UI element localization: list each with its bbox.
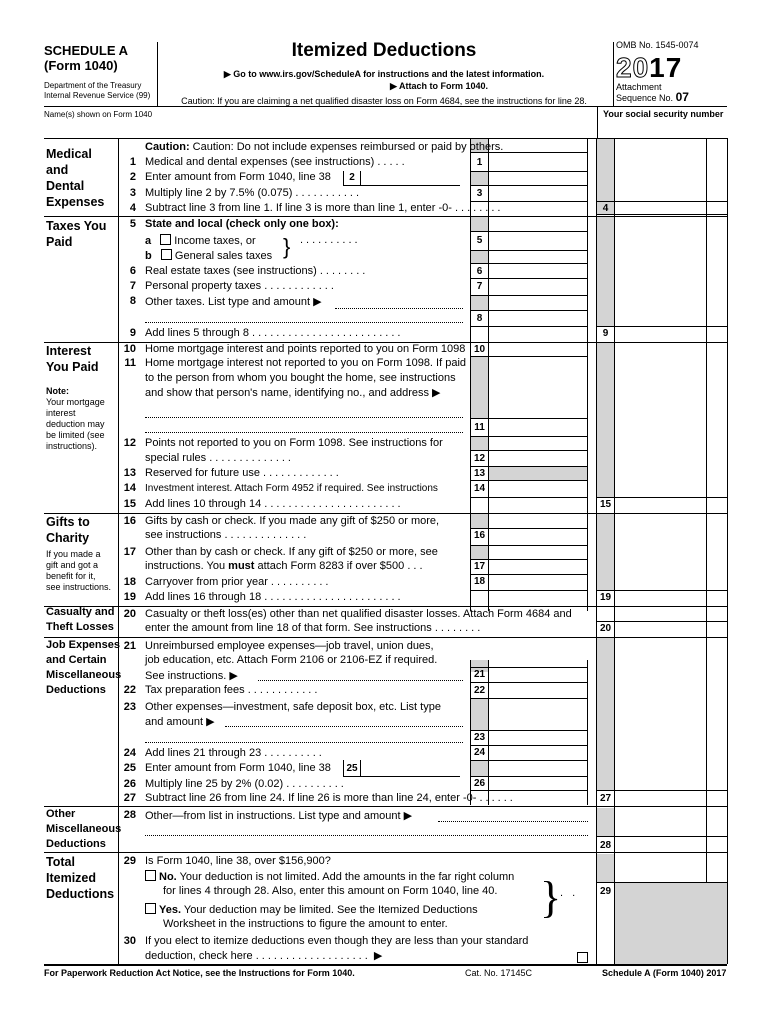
sequence-label: Sequence No. 07 [616, 90, 689, 104]
line-29-no: No. Your deduction is not limited. Add the amounts in the far right column [145, 870, 514, 883]
department: Department of the Treasury Internal Revenue Service (99) [44, 81, 151, 100]
line-11-label-c: and show that person's name, identifying no., and address ▶ [145, 387, 441, 399]
brace-icon: } [283, 234, 291, 259]
line-21-label-c: See instructions. ▶ [145, 670, 238, 682]
title-block [158, 40, 610, 107]
catalog-number: Cat. No. 17145C [465, 968, 533, 978]
income-taxes-checkbox[interactable] [160, 234, 171, 245]
yes-checkbox[interactable] [145, 903, 156, 914]
line-20-input[interactable] [615, 622, 727, 637]
line-22-input[interactable] [489, 683, 587, 698]
line-10-label: Home mortgage interest and points reported to you on Form 1098 [145, 343, 466, 355]
standard-deduction-checkbox[interactable] [577, 952, 588, 963]
brace-icon-2: } [540, 873, 562, 922]
footer-notice: For Paperwork Reduction Act Notice, see the Instructions for Form 1040. [44, 968, 355, 978]
no-checkbox[interactable] [145, 870, 156, 881]
line-24-input[interactable] [489, 746, 587, 760]
line-27-input[interactable] [615, 791, 727, 806]
interest-note: Note: Your mortgage interest deduction may be limited (see instructions). [46, 386, 105, 451]
omb-number: OMB No. 1545-0074 [616, 40, 699, 50]
line-15-label: Add lines 10 through 14 ....................... [145, 498, 404, 510]
page-title: Itemized Deductions [291, 40, 477, 61]
line-12-label-b: special rules .............. [145, 452, 294, 464]
line-3-label: Multiply line 2 by 7.5% (0.075) ........... [145, 187, 363, 199]
schedule-label: SCHEDULE A [44, 43, 129, 58]
line-12-label-a: Points not reported to you on Form 1098. See instructions for [145, 437, 443, 449]
line-29-label: Is Form 1040, line 38, over $156,900? [145, 855, 331, 867]
line-5b: b General sales taxes [145, 250, 273, 262]
line-24-label: Add lines 21 through 23 .......... [145, 747, 325, 759]
section-casualty: Casualty and Theft Losses [46, 606, 115, 633]
line-25-label: Enter amount from Form 1040, line 38 [145, 762, 331, 774]
line-21-label-b: job education, etc. Attach Form 2106 or 2106-EZ if required. [145, 654, 438, 666]
line-17-input[interactable] [489, 560, 587, 574]
line-23-label-b: and amount ▶ [145, 716, 215, 728]
line-23-input[interactable] [489, 731, 587, 745]
line-6-input[interactable] [489, 264, 587, 278]
line-18-label: Carryover from prior year .......... [145, 576, 332, 588]
line-22-label: Tax preparation fees ............ [145, 684, 321, 696]
footer-form-id: Schedule A (Form 1040) 2017 [602, 968, 727, 978]
line-29-input[interactable] [615, 883, 705, 899]
omb-block [616, 40, 726, 103]
line-23-label-a: Other expenses—investment, safe deposit box, etc. List type [145, 701, 441, 713]
line-11-label-b: to the person from whom you bought the home, see instructions [145, 372, 456, 384]
section-interest: Interest You Paid [46, 344, 99, 374]
form-label: (Form 1040) [44, 58, 118, 73]
line-4-input[interactable] [615, 202, 727, 214]
line-6-label: Real estate taxes (see instructions) ........ [145, 265, 369, 277]
line-19-input[interactable] [615, 591, 727, 606]
medical-caution: Caution: Caution: Do not include expenses reimbursed or paid by others. [145, 141, 504, 153]
section-total: Total Itemized Deductions [46, 855, 115, 901]
line-7-input[interactable] [489, 279, 587, 295]
gifts-note: If you made a gift and got a benefit for it, see instructions. [46, 549, 112, 592]
line-21-label-a: Unreimbursed employee expenses—job travel, union dues, [145, 640, 434, 652]
line-4-label: Subtract line 3 from line 1. If line 3 is more than line 1, enter -0- ........ [145, 202, 504, 214]
line-15-input[interactable] [615, 498, 727, 513]
line-5-input[interactable] [489, 232, 587, 249]
attachment-label: Attachment [616, 82, 662, 92]
line-10-input[interactable] [489, 343, 587, 356]
line-2-input[interactable] [361, 171, 460, 185]
line-28-label: Other—from list in instructions. List type and amount ▶ [145, 810, 413, 822]
line-14-label: Investment interest. Attach Form 4952 if required. See instructions [145, 483, 438, 494]
line-29-yes: Yes. Your deduction may be limited. See the Itemized Deductions [145, 903, 478, 916]
header-caution: Caution: If you are claiming a net qualified disaster loss on Form 4684, see the instructions for line 28. [181, 96, 587, 106]
line-12-input[interactable] [489, 451, 587, 466]
form-identifier [44, 43, 156, 101]
ssn-label: Your social security number [603, 109, 724, 119]
line-17-label-b: instructions. You must attach Form 8283 if over $500 ... [145, 560, 426, 572]
line-26-label: Multiply line 25 by 2% (0.02) .......... [145, 778, 347, 790]
names-input[interactable] [44, 118, 594, 136]
line-19-label: Add lines 16 through 18 ....................... [145, 591, 404, 603]
attach-note: ▶ Attach to Form 1040. [389, 81, 489, 91]
section-taxes: Taxes You Paid [46, 219, 107, 249]
line-30-label-b: deduction, check here ................... ▶ [145, 950, 383, 962]
section-other: Other Miscellaneous Deductions [46, 808, 122, 850]
section-job: Job Expenses and Certain Miscellaneous Deductions [46, 639, 122, 696]
line-11-label-a: Home mortgage interest not reported to you on Form 1098. If paid [145, 357, 467, 369]
line-17-label-a: Other than by cash or check. If any gift of $250 or more, see [145, 546, 438, 558]
names-label: Name(s) shown on Form 1040 [44, 110, 153, 119]
line-7-label: Personal property taxes ............ [145, 280, 337, 292]
line-5-label: State and local (check only one box): [145, 218, 339, 230]
line-14-input[interactable] [489, 481, 587, 497]
line-21-input[interactable] [489, 668, 587, 682]
line-9-label: Add lines 5 through 8 ......................... [145, 327, 404, 339]
line-25-input[interactable] [361, 761, 460, 776]
sales-taxes-checkbox[interactable] [161, 249, 172, 260]
line-30-label-a: If you elect to itemize deductions even though they are less than your standard [145, 935, 529, 947]
goto-instructions: ▶ Go to www.irs.gov/ScheduleA for instructions and the latest information. [223, 69, 545, 79]
line-20-label-a: Casualty or theft loss(es) other than net qualified disaster losses. Attach Form 4684 and [145, 608, 572, 620]
line-8-input[interactable] [489, 311, 587, 326]
line-27-label: Subtract line 26 from line 24. If line 26 is more than line 24, enter -0- ...... [145, 792, 516, 804]
line-29-yes-b: Worksheet in the instructions to figure the amount to enter. [163, 918, 448, 930]
line-8-label: Other taxes. List type and amount ▶ [145, 296, 322, 308]
line-9-input[interactable] [615, 327, 727, 342]
tax-year: 2017 [616, 52, 683, 83]
line-29-no-b: for lines 4 through 28. Also, enter this amount on Form 1040, line 40. [163, 885, 498, 897]
section-medical: Medical and Dental Expenses [46, 147, 105, 209]
line-3-input[interactable] [489, 186, 587, 201]
line-26-input[interactable] [489, 777, 587, 790]
line-28-input[interactable] [615, 837, 727, 852]
line-16-label-b: see instructions .............. [145, 529, 310, 541]
line-16-input[interactable] [489, 529, 587, 545]
line-1-label: Medical and dental expenses (see instructions) ..... [145, 156, 408, 168]
line-2-label: Enter amount from Form 1040, line 38 [145, 171, 331, 183]
line-20-label-b: enter the amount from line 18 of that form. See instructions ........ [145, 622, 484, 634]
line-5a: a Income taxes, or [145, 235, 256, 247]
section-gifts: Gifts to Charity [46, 515, 90, 545]
ssn-input[interactable] [600, 120, 725, 136]
line-1-input[interactable] [489, 153, 587, 170]
line-13-label: Reserved for future use ............. [145, 467, 342, 479]
line-11-input[interactable] [489, 419, 587, 436]
line-18-input[interactable] [489, 575, 587, 590]
line-16-label-a: Gifts by cash or check. If you made any gift of $250 or more, [145, 515, 440, 527]
